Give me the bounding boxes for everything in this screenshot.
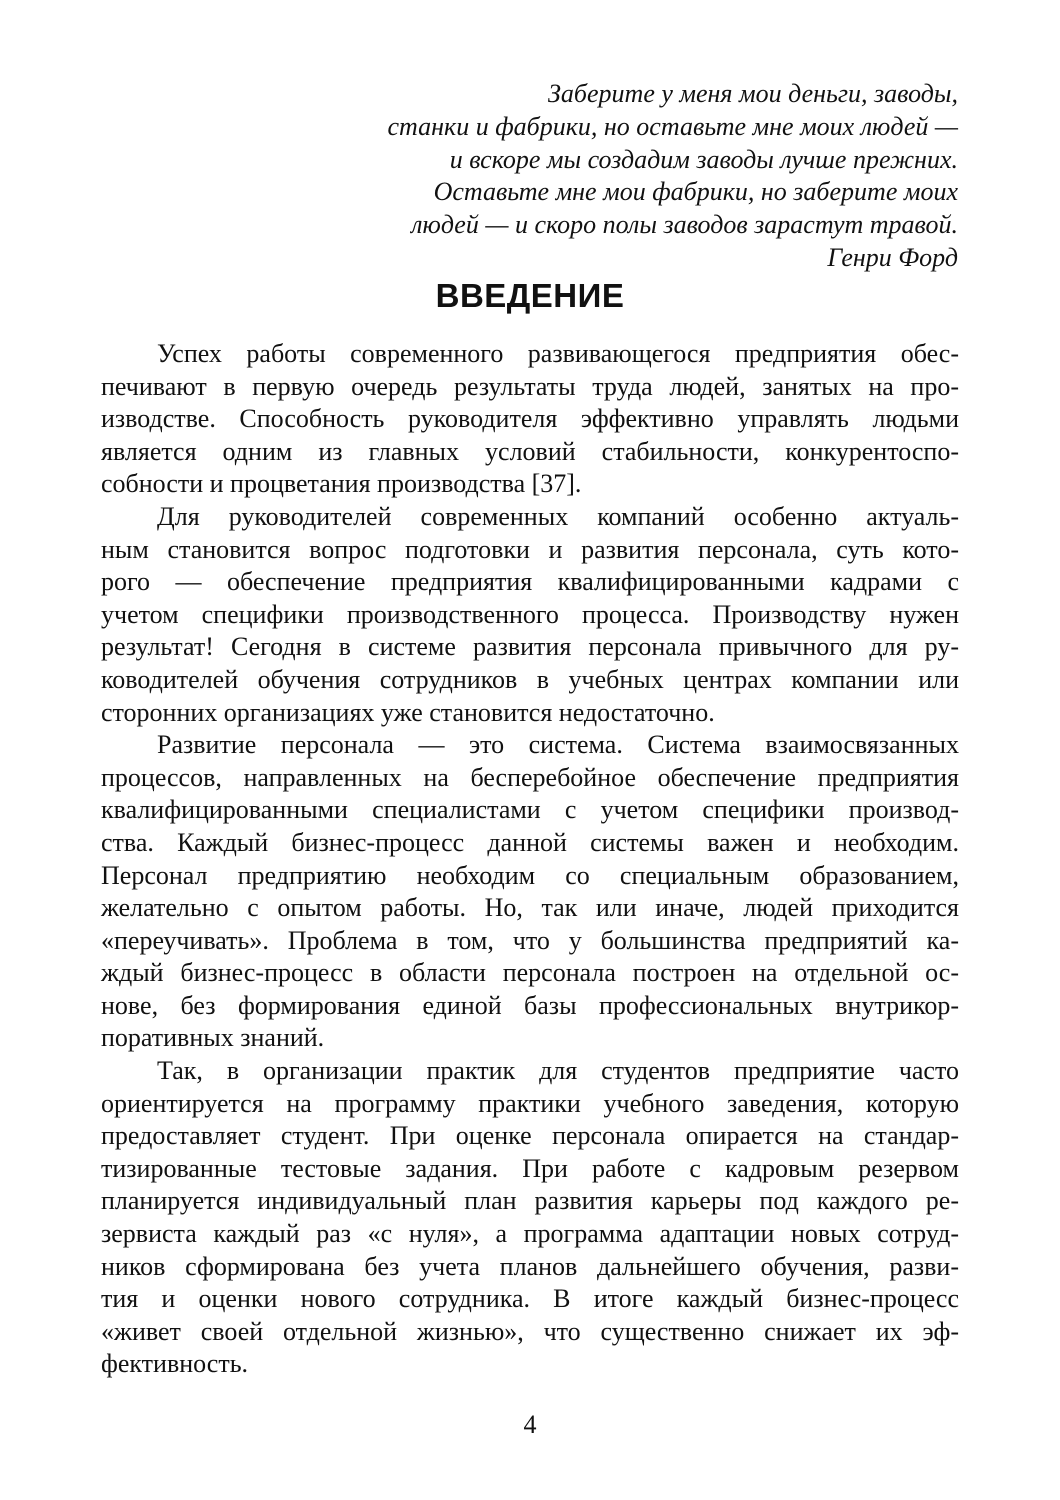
text-line: Развитие персонала — это система. Система взаимосвязанных bbox=[157, 730, 959, 760]
text-line: тизированные тестовые задания. При работе с кадровым резервом bbox=[101, 1153, 959, 1183]
text-line: результат! Сегодня в системе развития персонала привычного для ру- bbox=[101, 632, 959, 662]
paragraph-3 bbox=[101, 729, 959, 1055]
text-line: желательно с опытом работы. Но, так или иначе, людей приходится bbox=[101, 893, 959, 923]
text-line: ждый бизнес-процесс в области персонала построен на отдельной ос- bbox=[101, 958, 959, 988]
paragraph-1 bbox=[101, 338, 959, 501]
text-line: предоставляет студент. При оценке персонала опирается на стандар- bbox=[101, 1121, 959, 1151]
text-line: Для руководителей современных компаний особенно актуаль- bbox=[157, 501, 959, 531]
text-line: собности и процветания производства [37]. bbox=[101, 469, 582, 499]
epigraph-line: Оставьте мне мои фабрики, но заберите моих bbox=[433, 177, 958, 207]
text-line: сторонних организациях уже становится недостаточно. bbox=[101, 697, 715, 727]
text-line: ства. Каждый бизнес-процесс данной системы важен и необходим. bbox=[101, 827, 959, 857]
paragraph-4 bbox=[101, 1055, 959, 1381]
text-line: учетом специфики производственного процесса. Производству нужен bbox=[101, 599, 959, 629]
text-line: планируется индивидуальный план развития карьеры под каждого ре- bbox=[101, 1186, 959, 1216]
text-line: ководителей обучения сотрудников в учебных центрах компании или bbox=[101, 664, 959, 694]
text-line: Персонал предприятию необходим со специальным образованием, bbox=[101, 860, 959, 890]
text-line: поративных знаний. bbox=[101, 1023, 325, 1053]
paragraph-2 bbox=[101, 501, 959, 729]
text-line: нове, без формирования единой базы профессиональных внутрикор- bbox=[101, 990, 959, 1020]
page-number: 4 bbox=[523, 1410, 537, 1439]
text-line: тия и оценки нового сотрудника. В итоге каждый бизнес-процесс bbox=[101, 1284, 959, 1314]
epigraph-author: Генри Форд bbox=[827, 242, 958, 272]
text-line: ным становится вопрос подготовки и развития персонала, суть кото- bbox=[101, 534, 959, 564]
text-line: «живет своей отдельной жизнью», что существенно снижает их эф- bbox=[101, 1316, 959, 1346]
text-line: печивают в первую очередь результаты труда людей, занятых на про- bbox=[101, 371, 959, 401]
text-line: Так, в организации практик для студентов предприятие часто bbox=[157, 1056, 959, 1086]
body-text bbox=[101, 338, 959, 1381]
text-line: «переучивать». Проблема в том, что у большинства предприятий ка- bbox=[101, 925, 959, 955]
text-line: ников сформирована без учета планов дальнейшего обучения, разви- bbox=[101, 1251, 959, 1281]
epigraph-line: людей — и скоро полы заводов зарастут травой. bbox=[411, 210, 958, 240]
text-line: процессов, направленных на бесперебойное обеспечение предприятия bbox=[101, 762, 959, 792]
epigraph-line: и вскоре мы создадим заводы лучше прежних. bbox=[449, 144, 958, 174]
text-line: рого — обеспечение предприятия квалифицированными кадрами с bbox=[101, 567, 959, 597]
epigraph bbox=[100, 78, 958, 275]
text-line: фективность. bbox=[101, 1349, 249, 1379]
epigraph-line: Заберите у меня мои деньги, заводы, bbox=[548, 79, 958, 108]
text-line: изводстве. Способность руководителя эффективно управлять людьми bbox=[101, 404, 959, 434]
text-line: является одним из главных условий стабильности, конкурентоспо- bbox=[101, 436, 959, 466]
text-line: квалифицированными специалистами с учетом специфики производ- bbox=[101, 795, 959, 825]
text-line: ориентируется на программу практики учебного заведения, которую bbox=[101, 1088, 959, 1118]
text-line: зервиста каждый раз «с нуля», а программа адаптации новых сотруд- bbox=[101, 1219, 959, 1249]
chapter-title: ВВЕДЕНИЕ bbox=[435, 277, 625, 314]
text-line: Успех работы современного развивающегося предприятия обес- bbox=[157, 339, 959, 368]
epigraph-line: станки и фабрики, но оставьте мне моих людей — bbox=[387, 111, 958, 141]
